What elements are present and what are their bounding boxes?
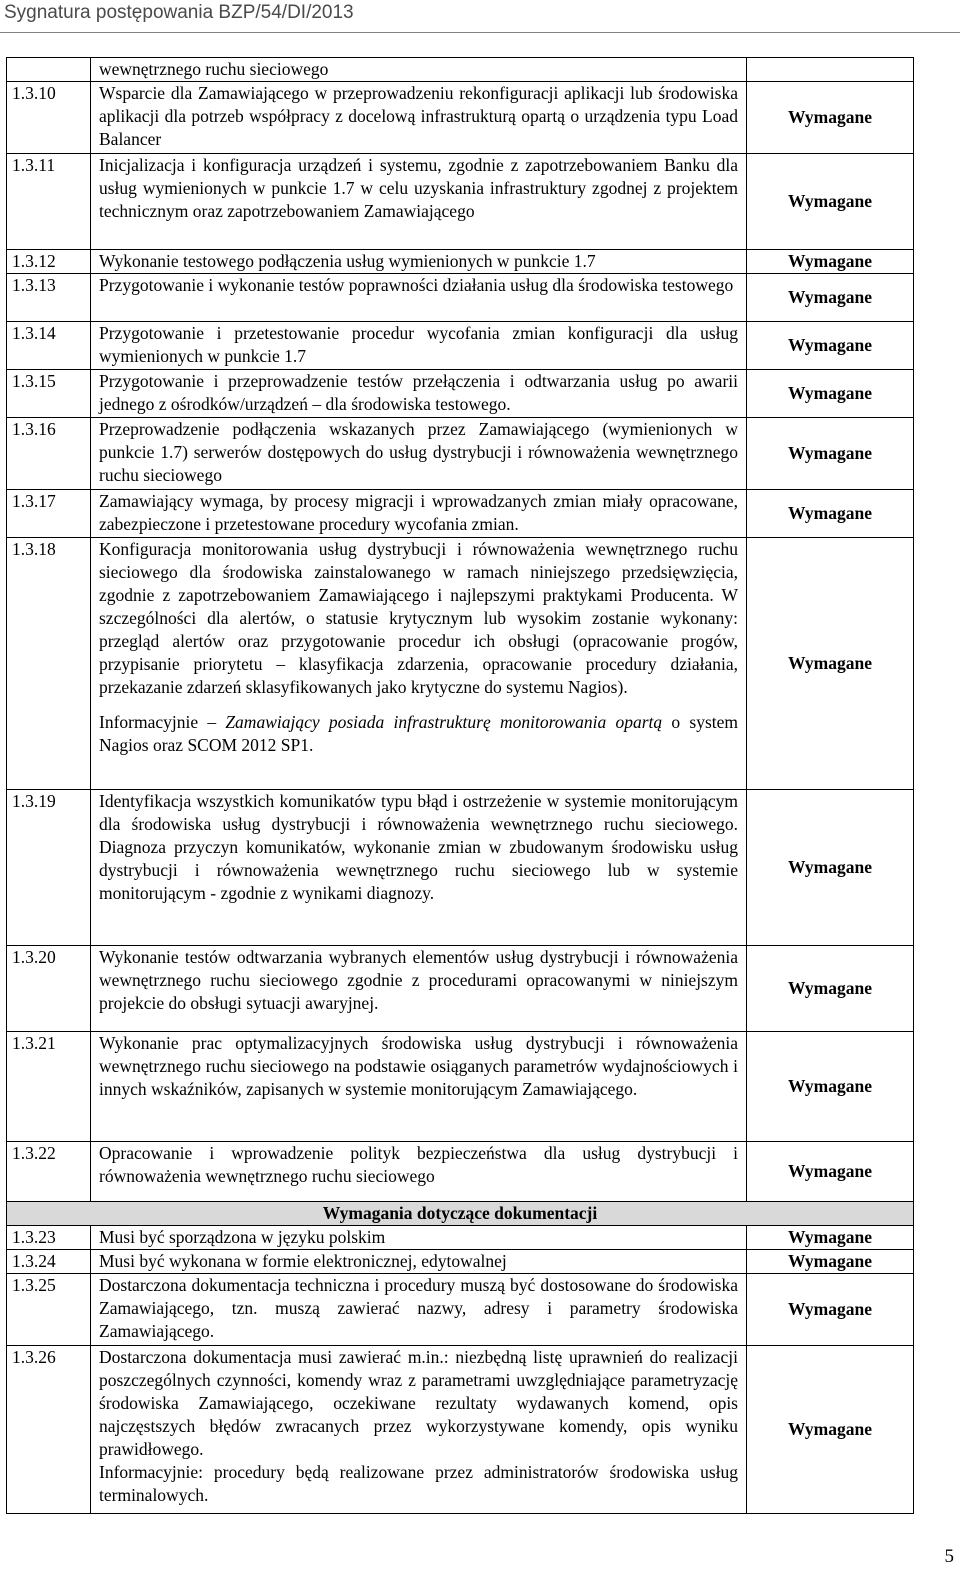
row-description — [91, 1346, 747, 1514]
table-row — [7, 490, 914, 538]
table-row — [7, 58, 914, 82]
row-description: Przygotowanie i przetestowanie procedur wycofania zmian konfiguracji dla usług wymienionych w punkcie 1.7 — [91, 322, 747, 370]
row-number: 1.3.10 — [7, 82, 91, 154]
row-number: 1.3.19 — [7, 790, 91, 946]
row-number: 1.3.20 — [7, 946, 91, 1032]
row-number: 1.3.22 — [7, 1142, 91, 1202]
row-description: Opracowanie i wprowadzenie polityk bezpieczeństwa dla usług dystrybucji i równoważenia wewnętrznego ruchu sieciowego — [91, 1142, 747, 1202]
table-row — [7, 370, 914, 418]
row-status: Wymagane — [747, 1250, 914, 1274]
requirements-table — [6, 57, 914, 1514]
row-description: Przygotowanie i wykonanie testów poprawności działania usług dla środowiska testowego — [91, 274, 747, 322]
row-description — [91, 538, 747, 790]
row-paragraph: Dostarczona dokumentacja musi zawierać m.in.: niezbędną listę uprawnień do realizacji poszczególnych czynności, komendy wraz z parametrami uwzględniające parametryzację środowiska Zamawiającego, oczekiwane rezultaty wydawanych komend, opis najczęstszych błędów zwracanych przez wykorzystywane komendy, opis wyniku prawidłowego. — [99, 1347, 738, 1459]
row-status: Wymagane — [747, 1274, 914, 1346]
row-number: 1.3.25 — [7, 1274, 91, 1346]
row-number: 1.3.14 — [7, 322, 91, 370]
row-status: Wymagane — [747, 1226, 914, 1250]
row-number: 1.3.23 — [7, 1226, 91, 1250]
row-description: Wykonanie testów odtwarzania wybranych elementów usług dystrybucji i równoważenia wewnętrznego ruchu sieciowego zgodnie z procedurami opracowanymi w niniejszym projekcie do obsługi sytuacji awaryjnej. — [91, 946, 747, 1032]
row-description: Dostarczona dokumentacja techniczna i procedury muszą być dostosowane do środowiska Zamawiającego, tzn. muszą zawierać nazwy, adresy i parametry środowiska Zamawiającego. — [91, 1274, 747, 1346]
section-title: Wymagania dotyczące dokumentacji — [7, 1202, 914, 1226]
row-number: 1.3.15 — [7, 370, 91, 418]
row-status — [747, 58, 914, 82]
row-description: Przygotowanie i przeprowadzenie testów przełączenia i odtwarzania usług po awarii jednego z ośrodków/urządzeń – dla środowiska testowego. — [91, 370, 747, 418]
row-number: 1.3.26 — [7, 1346, 91, 1514]
row-description: Inicjalizacja i konfiguracja urządzeń i systemu, zgodnie z zapotrzebowaniem Banku dla usług wymienionych w punkcie 1.7 w celu uzyskania infrastruktury zgodnej z projektem technicznym oraz zapotrzebowaniem Zamawiającego — [91, 154, 747, 250]
row-number: 1.3.11 — [7, 154, 91, 250]
row-status: Wymagane — [747, 250, 914, 274]
row-status: Wymagane — [747, 274, 914, 322]
row-status: Wymagane — [747, 370, 914, 418]
row-description: Wykonanie testowego podłączenia usług wymienionych w punkcie 1.7 — [91, 250, 747, 274]
row-status: Wymagane — [747, 82, 914, 154]
row-status: Wymagane — [747, 418, 914, 490]
page-number: 5 — [944, 1546, 954, 1567]
table-row — [7, 250, 914, 274]
row-status: Wymagane — [747, 322, 914, 370]
row-number: 1.3.24 — [7, 1250, 91, 1274]
table-row — [7, 418, 914, 490]
row-number: 1.3.12 — [7, 250, 91, 274]
row-status: Wymagane — [747, 154, 914, 250]
row-number: 1.3.16 — [7, 418, 91, 490]
row-status: Wymagane — [747, 790, 914, 946]
row-description: Musi być sporządzona w języku polskim — [91, 1226, 747, 1250]
table-row — [7, 322, 914, 370]
table-row — [7, 946, 914, 1032]
row-status: Wymagane — [747, 946, 914, 1032]
row-description: Musi być wykonana w formie elektronicznej, edytowalnej — [91, 1250, 747, 1274]
table-row — [7, 1274, 914, 1346]
row-description: Zamawiający wymaga, by procesy migracji i wprowadzanych zmian miały opracowane, zabezpieczone i przetestowane procedury wycofania zmian. — [91, 490, 747, 538]
row-description: wewnętrznego ruchu sieciowego — [91, 58, 747, 82]
row-number: 1.3.18 — [7, 538, 91, 790]
table-row — [7, 1346, 914, 1514]
row-number: 1.3.17 — [7, 490, 91, 538]
table-row — [7, 1226, 914, 1250]
table-row — [7, 274, 914, 322]
table-row — [7, 790, 914, 946]
row-number — [7, 58, 91, 82]
row-paragraph: Konfiguracja monitorowania usług dystrybucji i równoważenia wewnętrznego ruchu sieciowego dla środowiska zainstalowanego w ramach niniejszego przedsięwzięcia, zgodnie z zapotrzebowaniem Zamawiającego i najlepszymi praktykami Producenta. W szczególności dla alertów, o statusie krytycznym lub wysokim zostanie wykonany: przegląd alertów oraz przygotowanie procedur ich obsługi (opracowanie progów, przypisanie priorytetu – klasyfikacja zdarzenia, opracowanie procedury działania, przekazanie zdarzeń sklasyfikowanych jako krytyczne do systemu Nagios). — [99, 539, 738, 697]
table-row — [7, 1250, 914, 1274]
table-row — [7, 82, 914, 154]
row-number: 1.3.13 — [7, 274, 91, 322]
table-row — [7, 154, 914, 250]
row-status: Wymagane — [747, 1032, 914, 1142]
row-note: Informacyjnie – Zamawiający posiada infrastrukturę monitorowania opartą o system Nagios oraz SCOM 2012 SP1. — [99, 712, 738, 755]
row-status: Wymagane — [747, 490, 914, 538]
table-row — [7, 1142, 914, 1202]
row-description: Przeprowadzenie podłączenia wskazanych przez Zamawiającego (wymienionych w punkcie 1.7) serwerów dostępowych do usług dystrybucji i równoważenia wewnętrznego ruchu sieciowego — [91, 418, 747, 490]
row-status: Wymagane — [747, 1142, 914, 1202]
header-rule — [0, 32, 960, 33]
row-status: Wymagane — [747, 1346, 914, 1514]
section-header-row — [7, 1202, 914, 1226]
row-description: Wykonanie prac optymalizacyjnych środowiska usług dystrybucji i równoważenia wewnętrznego ruchu sieciowego na podstawie osiąganych parametrów wydajnościowych i innych wskaźników, zapisanych w systemie monitorującym Zamawiającego. — [91, 1032, 747, 1142]
row-description: Wsparcie dla Zamawiającego w przeprowadzeniu rekonfiguracji aplikacji lub środowiska aplikacji dla potrzeb współpracy z docelową infrastrukturą opartą o urządzenia typu Load Balancer — [91, 82, 747, 154]
row-status: Wymagane — [747, 538, 914, 790]
row-note: Informacyjnie: procedury będą realizowane przez administratorów środowiska usług terminalowych. — [99, 1462, 738, 1505]
document-signature-header: Sygnatura postępowania BZP/54/DI/2013 — [4, 2, 354, 23]
table-row — [7, 1032, 914, 1142]
table-row — [7, 538, 914, 790]
row-number: 1.3.21 — [7, 1032, 91, 1142]
row-description: Identyfikacja wszystkich komunikatów typu błąd i ostrzeżenie w systemie monitorującym dla środowiska usług dystrybucji i równoważenia wewnętrznego ruchu sieciowego. Diagnoza przyczyn komunikatów, wykonanie zmian w zbudowanym środowisku usług dystrybucji i równoważenia wewnętrznego ruchu sieciowego lub w systemie monitorującym - zgodnie z wynikami diagnozy. — [91, 790, 747, 946]
